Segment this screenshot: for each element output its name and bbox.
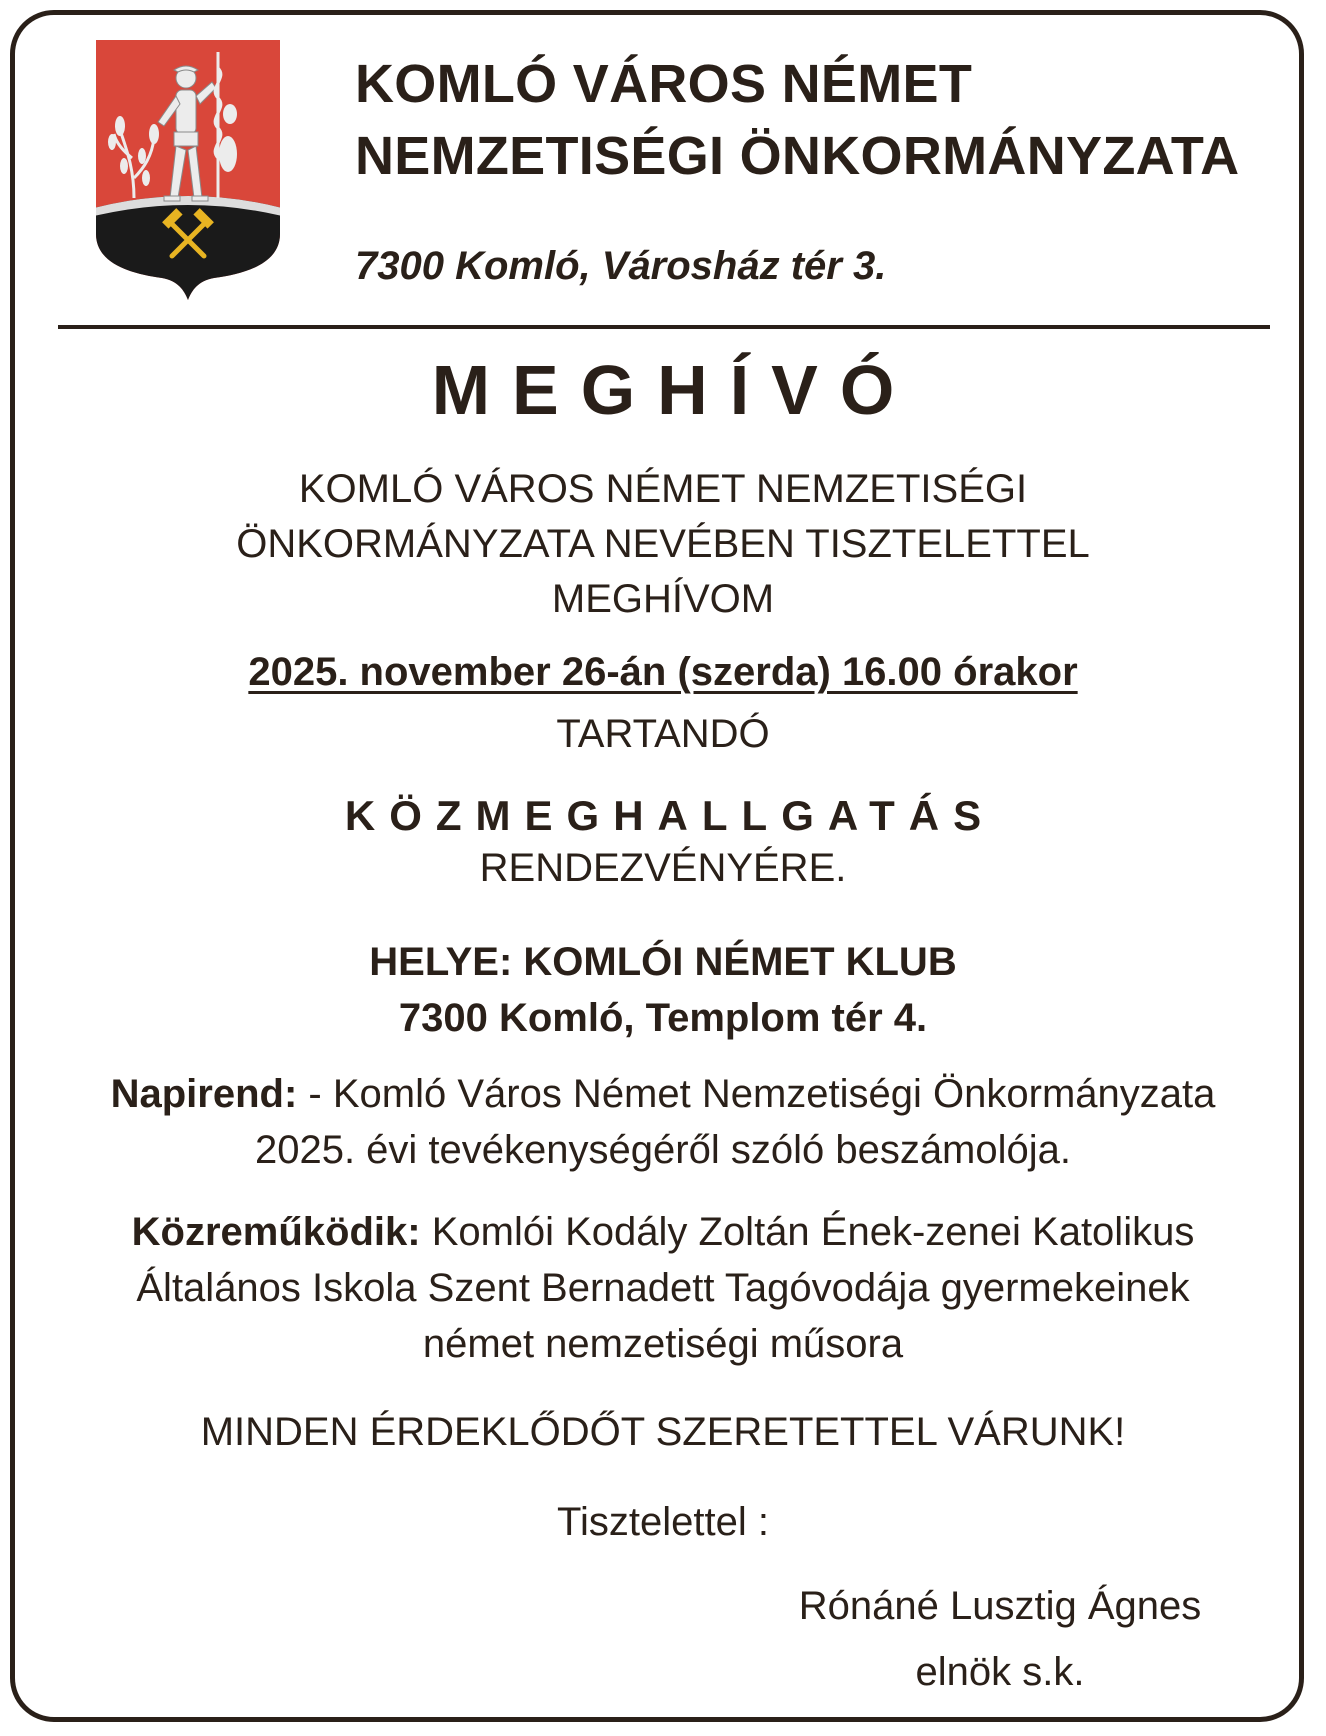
- organization-name-line2: NEMZETISÉGI ÖNKORMÁNYZATA: [355, 126, 1240, 186]
- welcome-message: MINDEN ÉRDEKLŐDŐT SZERETETTEL VÁRUNK!: [200, 1410, 1126, 1454]
- organization-name-line1: KOMLÓ VÁROS NÉMET: [355, 54, 973, 114]
- agenda-line2: 2025. évi tevékenységéről szóló beszámolója.: [254, 1128, 1072, 1172]
- agenda: [20, 1066, 1306, 1178]
- contrib-line3: német nemzetiségi műsora: [422, 1322, 904, 1366]
- intro-line2: ÖNKORMÁNYZATA NEVÉBEN TISZTELETTEL: [236, 522, 1090, 566]
- venue-line2: 7300 Komló, Templom tér 4.: [398, 996, 928, 1040]
- agenda-line1: - Komló Város Német Nemzetiségi Önkormányzata: [297, 1072, 1216, 1116]
- komlo-coat-of-arms-icon: [94, 38, 282, 302]
- intro-line3: MEGHÍVOM: [551, 577, 775, 621]
- contrib-label: Közreműködik:: [131, 1210, 421, 1254]
- venue: [20, 934, 1306, 1046]
- invitation-intro: [20, 462, 1306, 627]
- held-label: TARTANDÓ: [556, 712, 770, 756]
- signer-role: elnök s.k.: [915, 1650, 1085, 1694]
- venue-line1: HELYE: KOMLÓI NÉMET KLUB: [369, 940, 957, 984]
- contrib-line1: Komlói Kodály Zoltán Ének-zenei Katolikus: [420, 1210, 1195, 1254]
- signer-name: Rónáné Lusztig Ágnes: [798, 1584, 1202, 1628]
- contributors: [20, 1204, 1306, 1372]
- event-name: KÖZMEGHALLGATÁS: [344, 792, 996, 839]
- contrib-line2: Általános Iskola Szent Bernadett Tagóvodája gyermekeinek: [136, 1266, 1190, 1310]
- organization-address: 7300 Komló, Városház tér 3.: [355, 244, 887, 288]
- agenda-label: Napirend:: [110, 1072, 298, 1116]
- intro-line1: KOMLÓ VÁROS NÉMET NEMZETISÉGI: [298, 467, 1028, 511]
- organization-name: [355, 48, 1295, 192]
- event-datetime: 2025. november 26-án (szerda) 16.00 órakor: [248, 650, 1078, 694]
- event-suffix: RENDEZVÉNYÉRE.: [479, 846, 847, 890]
- header-divider: [58, 325, 1270, 329]
- invitation-title: MEGHÍVÓ: [431, 351, 917, 429]
- regards: Tisztelettel :: [557, 1500, 769, 1544]
